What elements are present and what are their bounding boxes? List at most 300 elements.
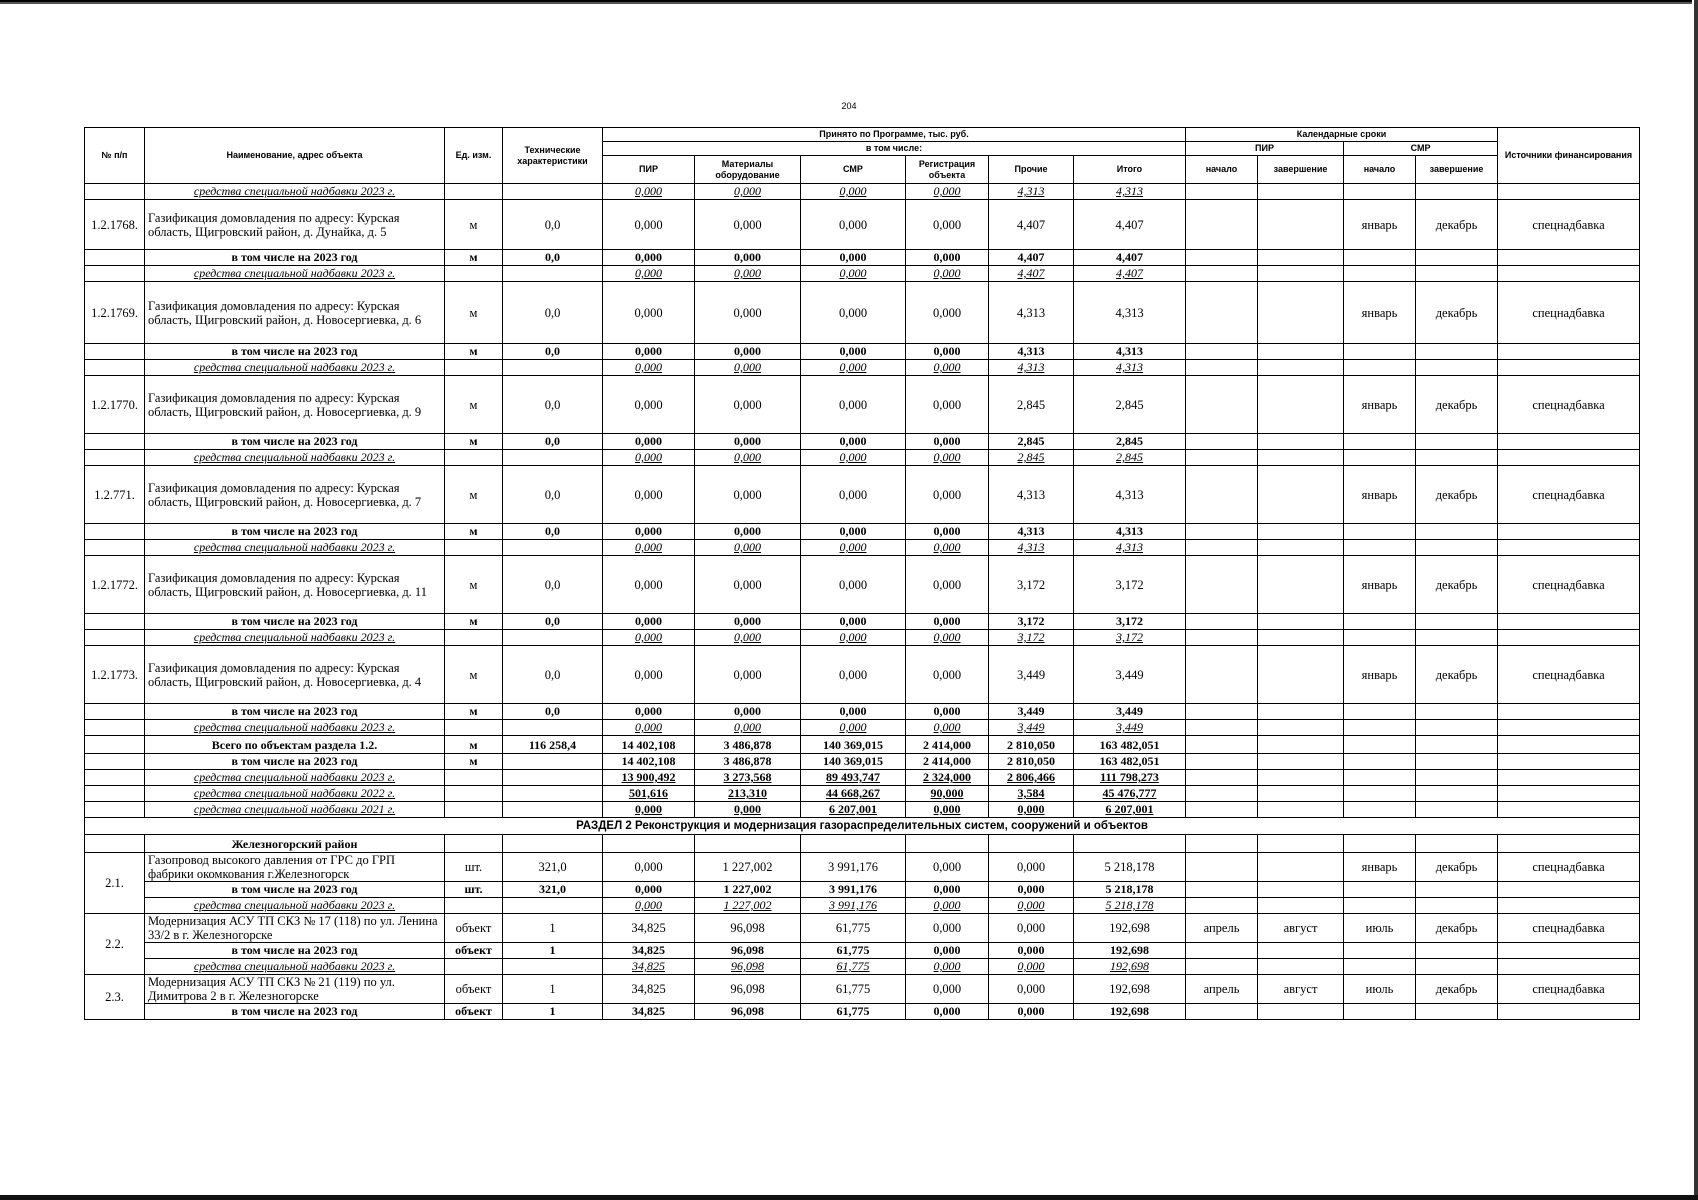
total-value: 4,313 bbox=[1074, 282, 1186, 344]
pir-value: 0,000 bbox=[603, 882, 695, 898]
other-value: 0,000 bbox=[989, 975, 1074, 1004]
row-num bbox=[85, 835, 145, 853]
materials-value: 0,000 bbox=[695, 266, 801, 282]
registration-value: 0,000 bbox=[906, 943, 989, 959]
unit-value: м bbox=[445, 524, 503, 540]
registration-value: 0,000 bbox=[906, 914, 989, 943]
empty-cell bbox=[1498, 736, 1640, 754]
empty-cell bbox=[1258, 266, 1344, 282]
registration-value: 0,000 bbox=[906, 630, 989, 646]
pir-value: 0,000 bbox=[603, 360, 695, 376]
empty-cell bbox=[1416, 802, 1498, 818]
table-row-obj bbox=[85, 282, 1640, 344]
registration-value: 0,000 bbox=[906, 802, 989, 818]
row-num bbox=[85, 770, 145, 786]
registration-value: 0,000 bbox=[906, 882, 989, 898]
total-value: 3,172 bbox=[1074, 630, 1186, 646]
pir-start-month bbox=[1186, 556, 1258, 614]
header-other: Прочие bbox=[989, 156, 1074, 184]
empty-cell bbox=[1498, 434, 1640, 450]
header-accepted: Принято по Программе, тыс. руб. bbox=[603, 128, 1186, 142]
unit-value bbox=[445, 959, 503, 975]
smr-value: 0,000 bbox=[801, 630, 906, 646]
materials-value: 0,000 bbox=[695, 524, 801, 540]
empty-cell bbox=[1344, 524, 1416, 540]
tech-value: 0,0 bbox=[503, 200, 603, 250]
row-num bbox=[85, 360, 145, 376]
smr-start-month: январь bbox=[1344, 556, 1416, 614]
empty-cell bbox=[1344, 943, 1416, 959]
financing-source: спецнадбавка bbox=[1498, 200, 1640, 250]
empty-cell bbox=[1416, 736, 1498, 754]
registration-value: 2 414,000 bbox=[906, 736, 989, 754]
unit-value bbox=[445, 802, 503, 818]
empty-cell bbox=[1498, 450, 1640, 466]
empty-cell bbox=[1498, 754, 1640, 770]
pir-start-month bbox=[1186, 466, 1258, 524]
including-2023-label: в том числе на 2023 год bbox=[145, 882, 445, 898]
tech-value: 0,0 bbox=[503, 344, 603, 360]
section-total-label: Всего по объектам раздела 1.2. bbox=[145, 736, 445, 754]
object-name: Модернизация АСУ ТП СКЗ № 17 (118) по ул. Ленина 33/2 в г. Железногорске bbox=[145, 914, 445, 943]
empty-cell bbox=[1416, 704, 1498, 720]
tech-value bbox=[503, 898, 603, 914]
table-row-inc bbox=[85, 524, 1640, 540]
empty-cell bbox=[1416, 344, 1498, 360]
empty-cell bbox=[1258, 720, 1344, 736]
empty-cell bbox=[1344, 184, 1416, 200]
pir-end-month bbox=[1258, 376, 1344, 434]
empty-cell bbox=[1344, 344, 1416, 360]
empty-cell bbox=[1258, 344, 1344, 360]
empty-cell bbox=[1186, 736, 1258, 754]
total-value: 163 482,051 bbox=[1074, 736, 1186, 754]
table-row-obj bbox=[85, 975, 1640, 1004]
row-num bbox=[85, 630, 145, 646]
empty-cell bbox=[1258, 450, 1344, 466]
row-num bbox=[85, 720, 145, 736]
empty-cell bbox=[1498, 524, 1640, 540]
empty-cell bbox=[1344, 835, 1416, 853]
smr-value: 0,000 bbox=[801, 266, 906, 282]
empty-cell bbox=[1416, 943, 1498, 959]
registration-value: 0,000 bbox=[906, 556, 989, 614]
scan-edge-bottom bbox=[0, 1195, 1698, 1200]
empty-cell bbox=[1416, 250, 1498, 266]
unit-value: шт. bbox=[445, 853, 503, 882]
unit-value: шт. bbox=[445, 882, 503, 898]
total-value: 6 207,001 bbox=[1074, 802, 1186, 818]
empty-cell bbox=[1498, 250, 1640, 266]
total-value: 3,172 bbox=[1074, 556, 1186, 614]
row-num: 1.2.771. bbox=[85, 466, 145, 524]
total-value: 3,449 bbox=[1074, 704, 1186, 720]
row-num: 2.2. bbox=[85, 914, 145, 975]
empty-cell bbox=[1186, 943, 1258, 959]
empty-cell bbox=[1498, 344, 1640, 360]
header-smr: СМР bbox=[801, 156, 906, 184]
row-num: 1.2.1770. bbox=[85, 376, 145, 434]
smr-start-month: январь bbox=[1344, 200, 1416, 250]
tech-value bbox=[503, 540, 603, 556]
empty-cell bbox=[1416, 266, 1498, 282]
pir-value: 0,000 bbox=[603, 184, 695, 200]
pir-value: 13 900,492 bbox=[603, 770, 695, 786]
empty-cell bbox=[1186, 754, 1258, 770]
empty-cell bbox=[1498, 720, 1640, 736]
pir-end-month bbox=[1258, 646, 1344, 704]
row-num bbox=[85, 736, 145, 754]
empty-cell bbox=[1186, 720, 1258, 736]
smr-value: 0,000 bbox=[801, 250, 906, 266]
empty-cell bbox=[1258, 434, 1344, 450]
unit-value: м bbox=[445, 282, 503, 344]
empty-cell bbox=[1186, 704, 1258, 720]
materials-value: 0,000 bbox=[695, 184, 801, 200]
registration-value: 0,000 bbox=[906, 704, 989, 720]
empty-cell bbox=[1186, 266, 1258, 282]
smr-value: 0,000 bbox=[801, 720, 906, 736]
pir-start-month bbox=[1186, 853, 1258, 882]
empty-cell bbox=[1186, 540, 1258, 556]
row-num: 1.2.1768. bbox=[85, 200, 145, 250]
smr-value: 61,775 bbox=[801, 943, 906, 959]
unit-value: м bbox=[445, 646, 503, 704]
object-name: Газификация домовладения по адресу: Курская область, Щигровский район, д. Новосергиевка, д. 7 bbox=[145, 466, 445, 524]
empty-cell bbox=[1344, 614, 1416, 630]
header-pir: ПИР bbox=[603, 156, 695, 184]
empty-cell bbox=[1258, 360, 1344, 376]
including-2023-label: в том числе на 2023 год bbox=[145, 754, 445, 770]
total-value: 5 218,178 bbox=[1074, 853, 1186, 882]
row-num bbox=[85, 614, 145, 630]
unit-value: м bbox=[445, 250, 503, 266]
registration-value: 2 414,000 bbox=[906, 754, 989, 770]
row-num bbox=[85, 704, 145, 720]
funding-source-label: средства специальной надбавки 2021 г. bbox=[145, 802, 445, 818]
registration-value: 0,000 bbox=[906, 434, 989, 450]
total-value: 192,698 bbox=[1074, 943, 1186, 959]
other-value: 4,313 bbox=[989, 282, 1074, 344]
pir-value: 34,825 bbox=[603, 959, 695, 975]
other-value: 4,407 bbox=[989, 200, 1074, 250]
total-value: 163 482,051 bbox=[1074, 754, 1186, 770]
empty-cell bbox=[603, 835, 695, 853]
empty-cell bbox=[1498, 802, 1640, 818]
total-value: 3,449 bbox=[1074, 646, 1186, 704]
header-tech: Технические характеристики bbox=[503, 128, 603, 184]
pir-value: 14 402,108 bbox=[603, 736, 695, 754]
smr-value: 0,000 bbox=[801, 704, 906, 720]
pir-end-month bbox=[1258, 556, 1344, 614]
tech-value: 1 bbox=[503, 975, 603, 1004]
funding-source-label: средства специальной надбавки 2023 г. bbox=[145, 450, 445, 466]
empty-cell bbox=[1186, 770, 1258, 786]
row-num: 1.2.1769. bbox=[85, 282, 145, 344]
smr-value: 61,775 bbox=[801, 914, 906, 943]
header-cal-smr: СМР bbox=[1344, 142, 1498, 156]
smr-start-month: июль bbox=[1344, 914, 1416, 943]
unit-value: объект bbox=[445, 1004, 503, 1020]
materials-value: 0,000 bbox=[695, 720, 801, 736]
tech-value: 0,0 bbox=[503, 250, 603, 266]
smr-end-month: декабрь bbox=[1416, 646, 1498, 704]
funding-source-label: средства специальной надбавки 2023 г. bbox=[145, 360, 445, 376]
empty-cell bbox=[1344, 266, 1416, 282]
materials-value: 0,000 bbox=[695, 466, 801, 524]
smr-start-month: январь bbox=[1344, 466, 1416, 524]
other-value: 0,000 bbox=[989, 1004, 1074, 1020]
header-including: в том числе: bbox=[603, 142, 1186, 156]
total-value: 192,698 bbox=[1074, 959, 1186, 975]
pir-start-month bbox=[1186, 646, 1258, 704]
tech-value bbox=[503, 720, 603, 736]
total-value: 4,313 bbox=[1074, 184, 1186, 200]
table-row-inc bbox=[85, 614, 1640, 630]
scan-edge-top bbox=[0, 0, 1698, 6]
empty-cell bbox=[1344, 959, 1416, 975]
table-row-obj bbox=[85, 376, 1640, 434]
materials-value: 0,000 bbox=[695, 450, 801, 466]
pir-value: 0,000 bbox=[603, 802, 695, 818]
empty-cell bbox=[1258, 943, 1344, 959]
other-value: 4,407 bbox=[989, 250, 1074, 266]
registration-value: 0,000 bbox=[906, 250, 989, 266]
pir-value: 0,000 bbox=[603, 540, 695, 556]
funding-source-label: средства специальной надбавки 2023 г. bbox=[145, 959, 445, 975]
empty-cell bbox=[1416, 614, 1498, 630]
funding-source-label: средства специальной надбавки 2023 г. bbox=[145, 720, 445, 736]
empty-cell bbox=[1186, 434, 1258, 450]
unit-value: м bbox=[445, 344, 503, 360]
pir-value: 0,000 bbox=[603, 524, 695, 540]
materials-value: 0,000 bbox=[695, 282, 801, 344]
materials-value: 0,000 bbox=[695, 376, 801, 434]
registration-value: 0,000 bbox=[906, 646, 989, 704]
total-value: 3,449 bbox=[1074, 720, 1186, 736]
smr-start-month: июль bbox=[1344, 975, 1416, 1004]
empty-cell bbox=[1416, 540, 1498, 556]
pir-value: 501,616 bbox=[603, 786, 695, 802]
empty-cell bbox=[1258, 1004, 1344, 1020]
including-2023-label: в том числе на 2023 год bbox=[145, 250, 445, 266]
tech-value: 1 bbox=[503, 1004, 603, 1020]
smr-end-month: декабрь bbox=[1416, 556, 1498, 614]
pir-end-month: август bbox=[1258, 975, 1344, 1004]
financing-source: спецнадбавка bbox=[1498, 853, 1640, 882]
empty-cell bbox=[1416, 898, 1498, 914]
table-row-fund bbox=[85, 802, 1640, 818]
unit-value bbox=[445, 770, 503, 786]
total-value: 2,845 bbox=[1074, 376, 1186, 434]
empty-cell bbox=[1498, 630, 1640, 646]
other-value: 0,000 bbox=[989, 802, 1074, 818]
unit-value: м bbox=[445, 376, 503, 434]
including-2023-label: в том числе на 2023 год bbox=[145, 434, 445, 450]
total-value: 45 476,777 bbox=[1074, 786, 1186, 802]
total-value: 192,698 bbox=[1074, 914, 1186, 943]
row-num bbox=[85, 450, 145, 466]
registration-value: 0,000 bbox=[906, 614, 989, 630]
pir-value: 0,000 bbox=[603, 720, 695, 736]
total-value: 4,313 bbox=[1074, 344, 1186, 360]
materials-value: 0,000 bbox=[695, 556, 801, 614]
smr-start-month: январь bbox=[1344, 282, 1416, 344]
header-total: Итого bbox=[1074, 156, 1186, 184]
pir-value: 0,000 bbox=[603, 266, 695, 282]
empty-cell bbox=[1186, 360, 1258, 376]
funding-source-label: средства специальной надбавки 2023 г. bbox=[145, 630, 445, 646]
other-value: 0,000 bbox=[989, 914, 1074, 943]
smr-value: 0,000 bbox=[801, 360, 906, 376]
tech-value: 0,0 bbox=[503, 524, 603, 540]
smr-value: 0,000 bbox=[801, 556, 906, 614]
empty-cell bbox=[1416, 770, 1498, 786]
materials-value: 3 486,878 bbox=[695, 736, 801, 754]
pir-value: 0,000 bbox=[603, 282, 695, 344]
registration-value: 0,000 bbox=[906, 959, 989, 975]
smr-end-month: декабрь bbox=[1416, 975, 1498, 1004]
table-row-inc bbox=[85, 754, 1640, 770]
empty-cell bbox=[1344, 786, 1416, 802]
other-value: 4,313 bbox=[989, 466, 1074, 524]
empty-cell bbox=[1498, 835, 1640, 853]
registration-value: 2 324,000 bbox=[906, 770, 989, 786]
empty-cell bbox=[1186, 614, 1258, 630]
smr-value: 6 207,001 bbox=[801, 802, 906, 818]
empty-cell bbox=[1258, 959, 1344, 975]
empty-cell bbox=[1498, 959, 1640, 975]
materials-value: 0,000 bbox=[695, 360, 801, 376]
table-row-fund bbox=[85, 959, 1640, 975]
tech-value: 0,0 bbox=[503, 646, 603, 704]
empty-cell bbox=[1498, 786, 1640, 802]
tech-value bbox=[503, 786, 603, 802]
empty-cell bbox=[1186, 786, 1258, 802]
smr-start-month: январь bbox=[1344, 853, 1416, 882]
table-row-inc bbox=[85, 344, 1640, 360]
pir-value: 34,825 bbox=[603, 1004, 695, 1020]
empty-cell bbox=[1186, 630, 1258, 646]
financing-source: спецнадбавка bbox=[1498, 646, 1640, 704]
tech-value: 0,0 bbox=[503, 614, 603, 630]
table-row-district bbox=[85, 835, 1640, 853]
unit-value: м bbox=[445, 434, 503, 450]
empty-cell bbox=[989, 835, 1074, 853]
smr-end-month: декабрь bbox=[1416, 282, 1498, 344]
materials-value: 213,310 bbox=[695, 786, 801, 802]
other-value: 0,000 bbox=[989, 898, 1074, 914]
empty-cell bbox=[1186, 898, 1258, 914]
empty-cell bbox=[1186, 959, 1258, 975]
row-num bbox=[85, 754, 145, 770]
tech-value: 321,0 bbox=[503, 882, 603, 898]
pir-value: 0,000 bbox=[603, 434, 695, 450]
pir-value: 34,825 bbox=[603, 975, 695, 1004]
empty-cell bbox=[1344, 630, 1416, 646]
total-value: 4,313 bbox=[1074, 524, 1186, 540]
table-row-fund bbox=[85, 266, 1640, 282]
row-num bbox=[85, 802, 145, 818]
empty-cell bbox=[1498, 770, 1640, 786]
other-value: 3,584 bbox=[989, 786, 1074, 802]
empty-cell bbox=[1258, 540, 1344, 556]
empty-cell bbox=[1344, 720, 1416, 736]
including-2023-label: в том числе на 2023 год bbox=[145, 943, 445, 959]
empty-cell bbox=[1498, 704, 1640, 720]
header-name: Наименование, адрес объекта bbox=[145, 128, 445, 184]
tech-value: 0,0 bbox=[503, 376, 603, 434]
unit-value bbox=[445, 898, 503, 914]
smr-value: 3 991,176 bbox=[801, 898, 906, 914]
funding-source-label: средства специальной надбавки 2023 г. bbox=[145, 540, 445, 556]
unit-value: объект bbox=[445, 943, 503, 959]
smr-value: 0,000 bbox=[801, 200, 906, 250]
tech-value bbox=[503, 360, 603, 376]
empty-cell bbox=[1416, 630, 1498, 646]
empty-cell bbox=[1344, 898, 1416, 914]
empty-cell bbox=[1498, 614, 1640, 630]
other-value: 0,000 bbox=[989, 943, 1074, 959]
table-row-fund bbox=[85, 898, 1640, 914]
total-value: 4,407 bbox=[1074, 200, 1186, 250]
empty-cell bbox=[1344, 360, 1416, 376]
smr-value: 61,775 bbox=[801, 1004, 906, 1020]
including-2023-label: в том числе на 2023 год bbox=[145, 524, 445, 540]
unit-value: м bbox=[445, 614, 503, 630]
empty-cell bbox=[1416, 450, 1498, 466]
empty-cell bbox=[1416, 754, 1498, 770]
table-row-obj bbox=[85, 646, 1640, 704]
empty-cell bbox=[1186, 344, 1258, 360]
smr-value: 0,000 bbox=[801, 466, 906, 524]
empty-cell bbox=[1498, 898, 1640, 914]
total-value: 5 218,178 bbox=[1074, 882, 1186, 898]
funding-source-label: средства специальной надбавки 2023 г. bbox=[145, 266, 445, 282]
total-value: 4,407 bbox=[1074, 266, 1186, 282]
page-number: 204 bbox=[841, 101, 857, 111]
empty-cell bbox=[1416, 882, 1498, 898]
table-row-obj bbox=[85, 914, 1640, 943]
total-value: 192,698 bbox=[1074, 975, 1186, 1004]
materials-value: 0,000 bbox=[695, 250, 801, 266]
pir-value: 0,000 bbox=[603, 853, 695, 882]
pir-end-month bbox=[1258, 466, 1344, 524]
pir-start-month bbox=[1186, 282, 1258, 344]
empty-cell bbox=[1186, 835, 1258, 853]
empty-cell bbox=[1344, 540, 1416, 556]
header-smr-start: начало bbox=[1344, 156, 1416, 184]
object-name: Газификация домовладения по адресу: Курская область, Щигровский район, д. Новосергиевка, д. 11 bbox=[145, 556, 445, 614]
funding-source-label: средства специальной надбавки 2022 г. bbox=[145, 786, 445, 802]
empty-cell bbox=[1416, 835, 1498, 853]
table-row-fund bbox=[85, 770, 1640, 786]
row-num: 1.2.1773. bbox=[85, 646, 145, 704]
unit-value bbox=[445, 184, 503, 200]
financing-source: спецнадбавка bbox=[1498, 282, 1640, 344]
tech-value bbox=[503, 754, 603, 770]
tech-value: 0,0 bbox=[503, 282, 603, 344]
header-materials: Материалы оборудование bbox=[695, 156, 801, 184]
total-value: 5 218,178 bbox=[1074, 898, 1186, 914]
unit-value: м bbox=[445, 704, 503, 720]
tech-value: 321,0 bbox=[503, 853, 603, 882]
header-num: № п/п bbox=[85, 128, 145, 184]
other-value: 4,313 bbox=[989, 344, 1074, 360]
empty-cell bbox=[1498, 882, 1640, 898]
pir-value: 0,000 bbox=[603, 704, 695, 720]
other-value: 3,449 bbox=[989, 646, 1074, 704]
